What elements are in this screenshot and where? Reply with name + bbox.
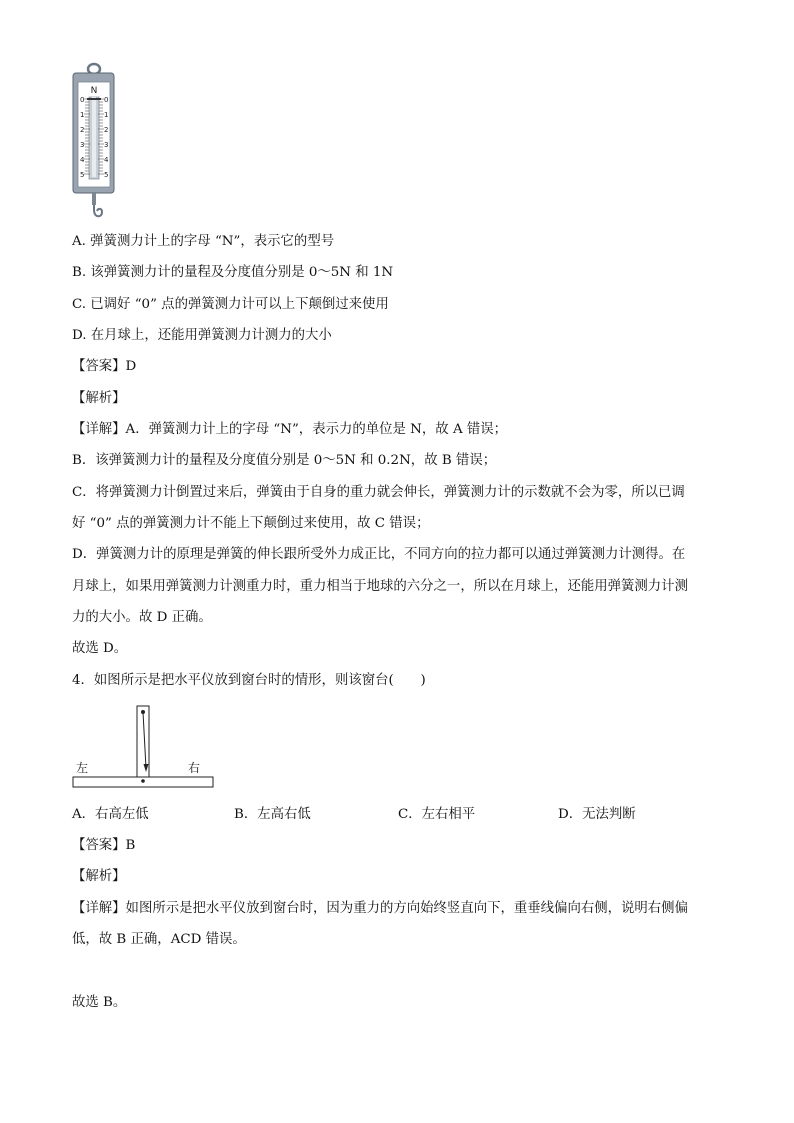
scale-number: 5 — [80, 171, 85, 179]
q3-analysis-title: 【解析】 — [72, 391, 126, 406]
center-mark — [141, 779, 145, 783]
q3-option-a: A. 弹簧测力计上的字母 “N”，表示它的型号 — [72, 234, 335, 249]
scale-number: 3 — [104, 141, 109, 149]
q4-option-a: A．右高左低 — [72, 807, 149, 822]
q4-detail-line: 【详解】如图所示是把水平仪放到窗台时，因为重力的方向始终竖直向下，重垂线偏向右侧，说明右侧偏 — [72, 901, 688, 916]
right-label: 右 — [188, 761, 201, 775]
scale-number: 3 — [80, 141, 85, 149]
q3-detail-line: 力的大小。故 D 正确。 — [72, 610, 212, 625]
scale-number: 2 — [80, 126, 85, 134]
q4-conclusion: 故选 B。 — [72, 995, 127, 1010]
scale-number: 1 — [80, 111, 85, 119]
q4-analysis-title: 【解析】 — [72, 869, 126, 884]
q3-answer: 【答案】D — [72, 359, 137, 374]
q3-conclusion: 故选 D。 — [72, 641, 128, 656]
scale-number: 4 — [104, 156, 109, 164]
q4-detail-line: 低，故 B 正确，ACD 错误。 — [72, 932, 246, 947]
q4-option-b: B．左高右低 — [234, 807, 311, 822]
q3-option-b: B. 该弹簧测力计的量程及分度值分别是 0～5N 和 1N — [72, 265, 394, 280]
q3-option-d: D. 在月球上，还能用弹簧测力计测力的大小 — [72, 328, 332, 343]
q3-option-c: C. 已调好 “0” 点的弹簧测力计可以上下颠倒过来使用 — [72, 297, 389, 312]
q3-detail-line: C．将弹簧测力计倒置过来后，弹簧由于自身的重力就会伸长，弹簧测力计的示数就不会为零，所以已调 — [72, 485, 685, 500]
q4-option-c: C．左右相平 — [398, 807, 476, 822]
q3-detail-line: B．该弹簧测力计的量程及分度值分别是 0～5N 和 0.2N，故 B 错误； — [72, 453, 497, 468]
q3-detail-line: D．弹簧测力计的原理是弹簧的伸长跟所受外力成正比，不同方向的拉力都可以通过弹簧测力计测得。在 — [72, 547, 686, 562]
q4-option-d: D．无法判断 — [558, 807, 636, 822]
left-label: 左 — [76, 761, 89, 775]
scale-number: 5 — [104, 171, 109, 179]
scale-number: 1 — [104, 111, 109, 119]
q3-detail-line: 好 “0” 点的弹簧测力计不能上下颠倒过来使用，故 C 错误； — [72, 516, 430, 531]
spring-scale-figure — [70, 60, 120, 230]
level-figure — [70, 702, 220, 794]
hook-icon — [94, 205, 102, 216]
scale-number: 4 — [80, 156, 85, 164]
q3-detail-line: 【详解】A．弹簧测力计上的字母 “N”，表示力的单位是 N，故 A 错误； — [72, 422, 508, 437]
scale-number: 2 — [104, 126, 109, 134]
q4-answer: 【答案】B — [72, 838, 136, 853]
scale-number: 0 — [104, 96, 109, 104]
scale-number: 0 — [80, 96, 85, 104]
scale-unit-label: N — [90, 86, 98, 96]
q3-detail-line: 月球上，如果用弹簧测力计测重力时，重力相当于地球的六分之一，所以在月球上，还能用弹簧测力计测 — [72, 579, 688, 594]
q4-stem: 4．如图所示是把水平仪放到窗台时的情形，则该窗台( ) — [72, 673, 426, 688]
